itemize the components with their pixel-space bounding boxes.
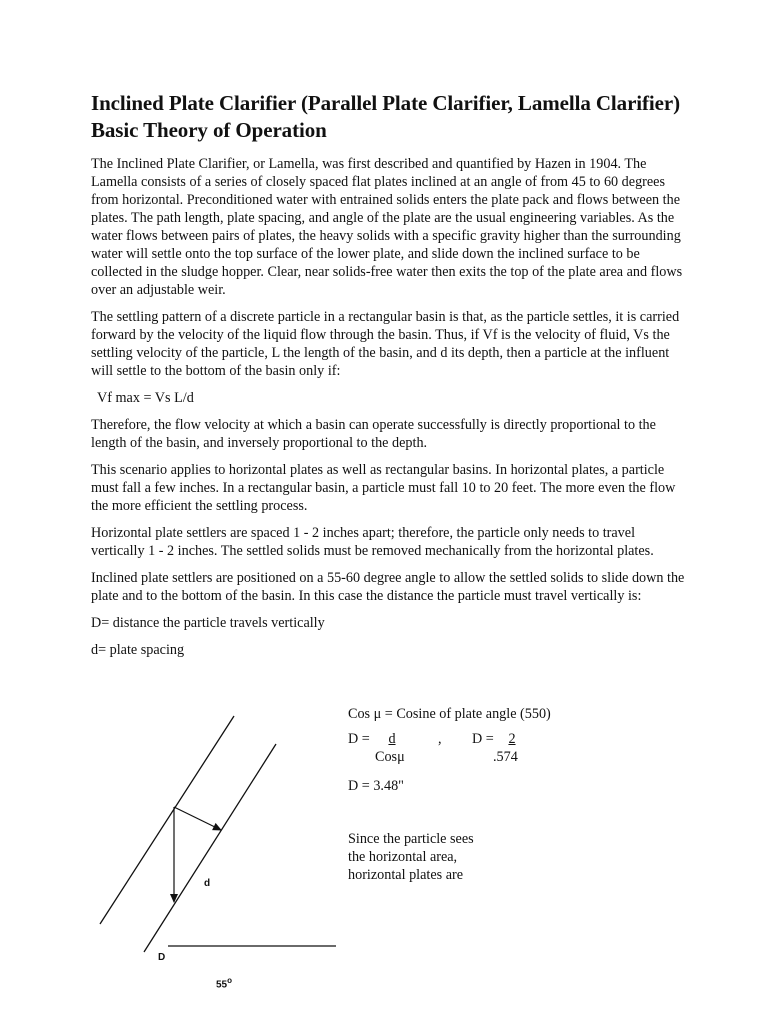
cosine-definition: Cos μ = Cosine of plate angle (550)	[348, 706, 551, 722]
eq1-denominator: Cosμ	[375, 749, 405, 765]
since-line-2: the horizontal area,	[348, 849, 458, 865]
paragraph-intro: The Inclined Plate Clarifier, or Lamella, was first described and quantified by Hazen in 1904. The Lamella consists of a series of closely spaced flat plates inclined at an angle of from 45 to 60 degrees from horizontal. Preconditioned water with entrained solids enters the plate pack and flows between the plates. The path length, plate spacing, and angle of the plate are the usual engineering variables. As the water flows between pairs of plates, the heavy solids with a specific gravity higher than the surrounding water will settle onto the top surface of the lower plate, and slide down the inclined surface to be collected in the sludge hopper. Clear, near solids-free water then exits the top of the plate area and flows over an adjustable weir.	[91, 156, 683, 298]
document-body	[91, 90, 691, 668]
since-text	[348, 830, 518, 884]
paragraph-horizontal-settlers: Horizontal plate settlers are spaced 1 - 2 inches apart; therefore, the particle only needs to travel vertically 1 - 2 inches. The settled solids must be removed mechanically from the horizontal plates.	[91, 525, 654, 559]
since-line-1: Since the particle sees	[348, 831, 474, 847]
paragraph-scenario: This scenario applies to horizontal plates as well as rectangular basins. In horizontal plates, a particle must fall a few inches. In a rectangular basin, a particle must fall 10 to 20 feet. The more even the flow the more efficient the settling process.	[91, 462, 676, 514]
upper-plate-line	[100, 716, 234, 924]
distance-equations	[348, 730, 688, 766]
paragraph-inclined-settlers: Inclined plate settlers are positioned on a 55-60 degree angle to allow the settled solids to slide down the plate and to the bottom of the basin. In this case the distance the particle must travel vertically is:	[91, 570, 685, 604]
formula-vf-max: Vf max = Vs L/d	[97, 390, 194, 406]
since-line-3: horizontal plates are	[348, 867, 464, 883]
lower-plate-line	[144, 744, 276, 952]
definition-D: D= distance the particle travels vertically	[91, 615, 325, 631]
label-D: D	[158, 952, 166, 963]
label-angle-degree: o	[227, 976, 233, 985]
label-d: d	[204, 878, 211, 889]
distance-result: D = 3.48"	[348, 778, 404, 794]
label-angle	[216, 976, 232, 990]
eq1-numerator: d	[388, 731, 396, 747]
document-title: Inclined Plate Clarifier (Parallel Plate Clarifier, Lamella Clarifier) Basic Theory of Operation	[91, 91, 680, 142]
eq1-lhs: D =	[348, 731, 370, 747]
label-angle-value: 55	[216, 979, 228, 991]
equation-separator: ,	[438, 731, 442, 747]
eq2-numerator: 2	[508, 731, 516, 747]
plate-diagram	[90, 700, 350, 1000]
definition-d: d= plate spacing	[91, 642, 185, 658]
paragraph-flow-velocity: Therefore, the flow velocity at which a basin can operate successfully is directly proportional to the length of the basin, and inversely proportional to the depth.	[91, 417, 656, 451]
eq2-denominator: .574	[493, 749, 518, 765]
calculation-panel	[348, 705, 688, 884]
plate-diagram-svg	[90, 700, 350, 1000]
eq2-lhs: D =	[472, 731, 494, 747]
spacing-arrow-line	[174, 807, 221, 830]
paragraph-settling-pattern: The settling pattern of a discrete particle in a rectangular basin is that, as the particle settles, it is carried forward by the velocity of the liquid flow through the basin. Thus, if Vf is the velocity of fluid, Vs the settling velocity of the particle, L the length of the basin, and d its depth, then a particle at the influent will settle to the bottom of the basin only if:	[91, 309, 680, 379]
